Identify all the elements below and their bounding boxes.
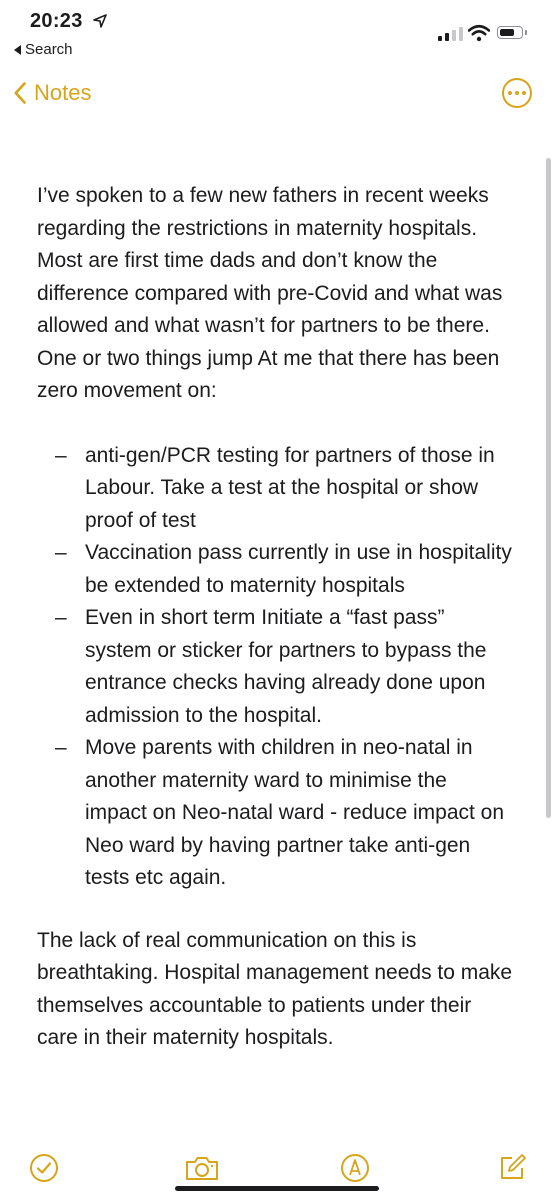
more-dot-icon bbox=[522, 91, 526, 95]
list-item bbox=[37, 440, 514, 538]
home-indicator[interactable] bbox=[175, 1186, 379, 1191]
list-item-text: Vaccination pass currently in use in hospitality be extended to maternity hospitals bbox=[85, 541, 512, 597]
compose-icon[interactable] bbox=[496, 1152, 528, 1184]
bullet-dash: – bbox=[55, 736, 67, 759]
note-bullet-list bbox=[37, 440, 514, 895]
more-dot-icon bbox=[515, 91, 519, 95]
list-item-text: anti-gen/PCR testing for partners of those in Labour. Take a test at the hospital or show proof of test bbox=[85, 443, 495, 532]
markup-icon[interactable] bbox=[339, 1152, 371, 1184]
chevron-left-icon bbox=[14, 82, 26, 104]
back-to-search-link[interactable] bbox=[14, 41, 73, 58]
location-arrow-icon bbox=[93, 14, 107, 28]
notes-back-button[interactable] bbox=[14, 80, 91, 106]
more-dot-icon bbox=[508, 91, 512, 95]
note-closing-paragraph: The lack of real communication on this is breathtaking. Hospital management needs to make themselves accountable to patients under their care in their maternity hospitals. bbox=[37, 928, 513, 1049]
list-item bbox=[37, 602, 514, 732]
status-time: 20:23 bbox=[30, 10, 83, 32]
list-item-text: Move parents with children in neo-natal in another maternity ward to minimise the impact on Neo-natal ward - reduce impact on Neo ward by having partner take anti-gen tests etc again. bbox=[85, 736, 505, 889]
note-intro-paragraph: I’ve spoken to a few new fathers in recent weeks regarding the restrictions in maternity hospitals. Most are first time dads and don’t know the difference compared with pre-Covid and what was allowed and what wasn’t for partners to be there. One or two things jump At me that there has been zero movement on: bbox=[37, 184, 503, 402]
status-bar bbox=[0, 0, 554, 70]
bullet-dash: – bbox=[55, 606, 67, 629]
list-item-text: Even in short term Initiate a “fast pass” system or sticker for partners to bypass the entrance checks having already done upon admission to the hospital. bbox=[85, 606, 487, 727]
list-item bbox=[37, 732, 514, 895]
back-triangle-icon bbox=[14, 45, 21, 55]
scrollbar-thumb[interactable] bbox=[546, 158, 551, 818]
back-app-label: Search bbox=[25, 41, 73, 58]
note-body[interactable] bbox=[37, 180, 514, 1055]
camera-icon[interactable] bbox=[184, 1152, 220, 1184]
bullet-dash: – bbox=[55, 541, 67, 564]
more-options-button[interactable] bbox=[502, 78, 532, 108]
checklist-icon[interactable] bbox=[28, 1152, 60, 1184]
notes-back-label: Notes bbox=[34, 80, 92, 105]
navigation-bar bbox=[0, 70, 554, 120]
wifi-icon bbox=[468, 24, 490, 42]
cellular-signal-icon bbox=[438, 27, 463, 41]
battery-icon bbox=[497, 26, 523, 39]
list-item bbox=[37, 537, 514, 602]
bullet-dash: – bbox=[55, 443, 67, 467]
